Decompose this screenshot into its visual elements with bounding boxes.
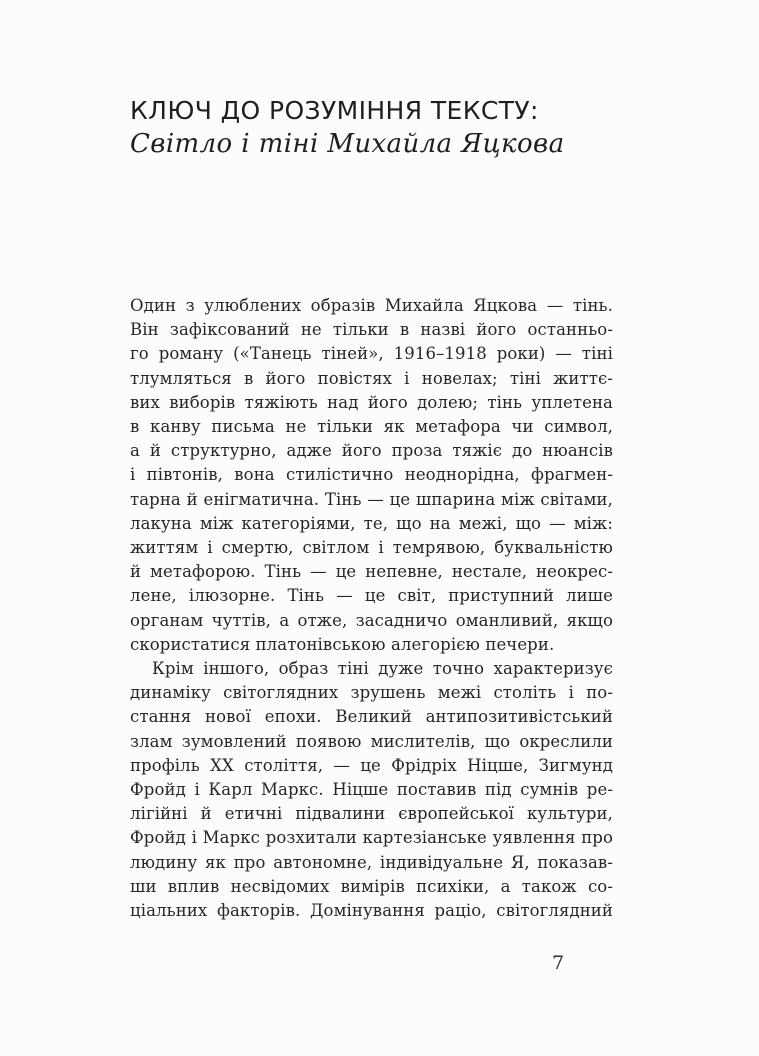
text-line: ціальних факторів. Домінування раціо, світоглядний bbox=[130, 901, 613, 921]
text-line: злам зумовлений появою мислителів, що окреслили bbox=[130, 731, 613, 751]
text-line: профіль ХХ століття, — це Фрідріх Ніцше, Зигмунд bbox=[130, 755, 613, 775]
text-line: а й структурно, адже його проза тяжіє до нюансів bbox=[130, 441, 613, 461]
chapter-heading bbox=[130, 95, 630, 161]
text-line: людину як про автономне, індивідуальне Я, показав- bbox=[130, 852, 613, 872]
text-line: тлумляться в його повістях і новелах; тіні життє- bbox=[130, 368, 613, 388]
text-line: вих виборів тяжіють над його долею; тінь уплетена bbox=[130, 392, 613, 412]
text-line: органам чуттів, а отже, засадничо оманливий, якщо bbox=[130, 610, 613, 630]
text-line: життям і смертю, світлом і темрявою, буквальністю bbox=[130, 538, 613, 558]
body-text bbox=[130, 294, 613, 923]
paragraph bbox=[130, 657, 613, 923]
text-line: й метафорою. Тінь — це непевне, нестале, неокрес- bbox=[130, 562, 613, 582]
text-line: і півтонів, вона стилістично неоднорідна, фрагмен- bbox=[130, 465, 613, 485]
text-line: в канву письма не тільки як метафора чи символ, bbox=[130, 417, 613, 437]
text-line: го роману («Танець тіней», 1916–1918 роки) — тіні bbox=[130, 344, 613, 364]
text-line: Фройд і Карл Маркс. Ніцше поставив під сумнів ре- bbox=[130, 780, 613, 800]
page-number: 7 bbox=[551, 952, 565, 974]
paragraph bbox=[130, 294, 613, 657]
text-line: Він зафіксований не тільки в назві його останньо- bbox=[130, 320, 613, 340]
text-line: скористатися платонівською алегорією печери. bbox=[130, 634, 555, 654]
text-line: лакуна між категоріями, те, що на межі, що — між: bbox=[130, 513, 613, 533]
text-line: Фройд і Маркс розхитали картезіанське уявлення про bbox=[130, 828, 613, 848]
text-line: лігійні й етичні підвалини європейської культури, bbox=[130, 804, 613, 824]
text-line: тарна й енігматична. Тінь — це шпарина між світами, bbox=[130, 489, 613, 509]
text-line: динаміку світоглядних зрушень межі століть і по- bbox=[130, 683, 613, 703]
chapter-title: КЛЮЧ ДО РОЗУМІННЯ ТЕКСТУ: bbox=[130, 96, 539, 125]
text-line: ши вплив несвідомих вимірів психіки, а також со- bbox=[130, 876, 613, 896]
text-line: Один з улюблених образів Михайла Яцкова — тінь. bbox=[130, 296, 613, 315]
text-line: лене, ілюзорне. Тінь — це світ, приступний лише bbox=[130, 586, 613, 606]
text-line: Крім іншого, образ тіні дуже точно характеризує bbox=[152, 659, 613, 679]
text-line: стання нової епохи. Великий антипозитивістський bbox=[130, 707, 613, 727]
chapter-subtitle: Світло і тіні Михайла Яцкова bbox=[130, 129, 565, 159]
